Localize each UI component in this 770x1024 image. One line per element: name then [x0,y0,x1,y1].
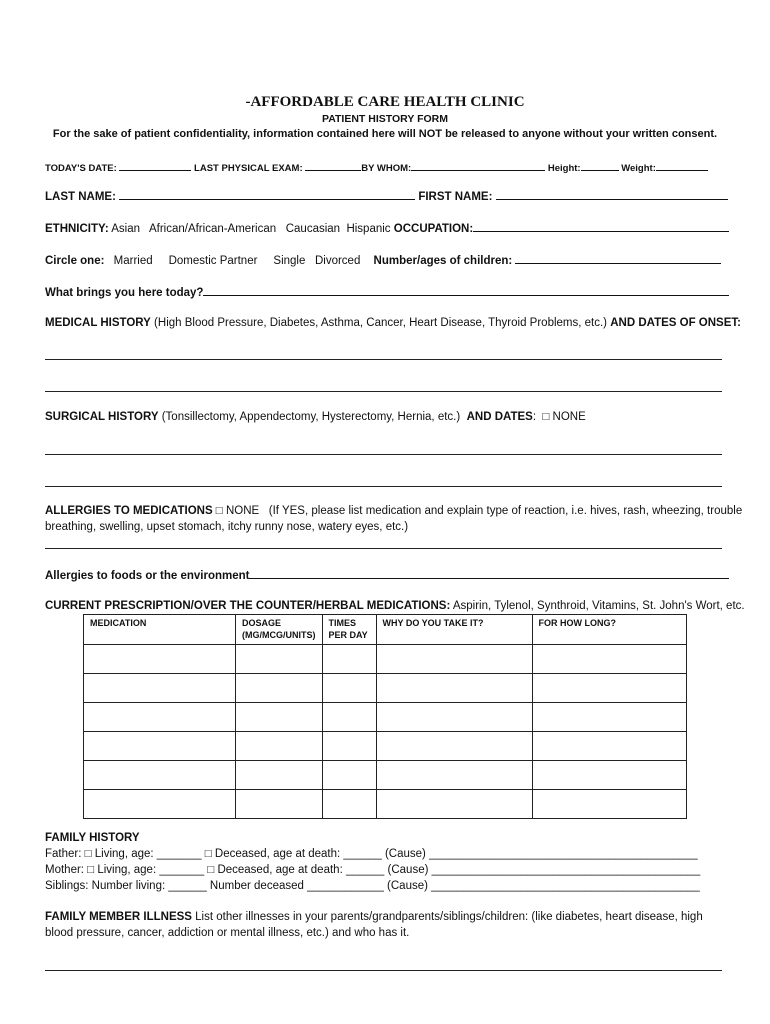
form-title: PATIENT HISTORY FORM [321,113,448,125]
last-physical-label: LAST PHYSICAL EXAM: [194,163,303,174]
last-name-field[interactable] [119,189,415,200]
first-name-label: FIRST NAME: [418,191,493,203]
table-cell[interactable] [84,674,236,703]
table-cell[interactable] [376,761,532,790]
family-illness-line[interactable] [45,970,722,971]
table-cell[interactable] [322,703,376,732]
medical-history-line[interactable] [45,391,722,392]
table-cell[interactable] [376,645,532,674]
medical-history-line[interactable] [45,359,722,360]
mother-row[interactable]: Mother: □ Living, age: _______ □ Deceased, age at death: ______ (Cause) __________________________________________ [45,864,701,876]
last-name-label: LAST NAME: [45,191,116,203]
foods-field[interactable] [249,568,729,579]
date-row [45,160,708,174]
medication-header: MEDICATION [84,615,236,645]
occupation-label: OCCUPATION: [393,223,474,235]
table-cell[interactable] [84,645,236,674]
dosage-header: DOSAGE (MG/MCG/UNITS) [236,615,323,645]
table-cell[interactable] [84,732,236,761]
table-cell[interactable] [376,790,532,819]
brings-row [45,285,729,299]
brings-field[interactable] [203,285,729,296]
todays-date-field[interactable] [119,160,191,171]
medical-history-label: MEDICAL HISTORY [45,317,151,329]
ethnicity-options[interactable]: Asian African/African-American Caucasian Hispanic [111,223,391,235]
surgical-history-examples: (Tonsillectomy, Appendectomy, Hysterectomy, Hernia, etc.) [158,411,467,423]
allergies-label: ALLERGIES TO MEDICATIONS [45,505,213,517]
table-cell[interactable] [376,703,532,732]
weight-label: Weight: [621,163,656,174]
name-row [45,189,728,203]
table-cell[interactable] [236,790,323,819]
dates-of-onset-label: AND DATES OF ONSET: [610,317,741,329]
table-cell[interactable] [236,674,323,703]
prescriptions-label: CURRENT PRESCRIPTION/OVER THE COUNTER/HERBAL MEDICATIONS: [45,600,451,612]
brings-label: What brings you here today? [45,287,204,299]
table-row [84,732,687,761]
height-label: Height: [547,163,581,174]
table-cell[interactable] [532,703,687,732]
table-cell[interactable] [376,732,532,761]
surgical-history-line[interactable] [45,486,722,487]
height-field[interactable] [581,160,619,171]
first-name-field[interactable] [496,189,728,200]
table-cell[interactable] [376,674,532,703]
table-cell[interactable] [322,790,376,819]
marital-row [45,253,721,267]
table-cell[interactable] [532,790,687,819]
table-cell[interactable] [322,732,376,761]
table-cell[interactable] [322,674,376,703]
marital-options[interactable]: Married Domestic Partner Single Divorced [113,255,361,267]
circle-one-label: Circle one: [45,255,105,267]
family-illness-instructions-cont: blood pressure, cancer, addiction or mental illness, etc.) and who has it. [45,927,410,939]
why-header: WHY DO YOU TAKE IT? [376,615,532,645]
family-illness-label: FAMILY MEMBER ILLNESS [45,911,192,923]
table-cell[interactable] [236,703,323,732]
children-field[interactable] [515,253,721,264]
surgical-history-row [45,411,586,423]
table-cell[interactable] [532,761,687,790]
todays-date-label: TODAY'S DATE: [45,163,117,174]
occupation-field[interactable] [473,221,729,232]
surgical-none-checkbox[interactable]: : □ NONE [532,411,586,423]
allergies-instructions[interactable]: □ NONE (If YES, please list medication and explain type of reaction, i.e. hives, rash, wheezing, trouble [212,505,743,517]
foods-row [45,568,729,582]
allergies-row [45,505,742,517]
clinic-name: -AFFORDABLE CARE HEALTH CLINIC [245,94,525,110]
family-illness-row [45,911,703,923]
table-cell[interactable] [236,761,323,790]
last-physical-field[interactable] [305,160,361,171]
by-whom-label: BY WHOM: [361,163,412,174]
prescriptions-examples: Aspirin, Tylenol, Synthroid, Vitamins, St. John's Wort, etc. [450,600,745,612]
table-cell[interactable] [532,674,687,703]
confidentiality-notice: For the sake of patient confidentiality, information contained here will NOT be released to anyone without your written consent. [52,128,718,140]
table-row [84,703,687,732]
weight-field[interactable] [656,160,708,171]
surgical-history-line[interactable] [45,454,722,455]
medical-history-row [45,317,741,329]
family-illness-instructions: List other illnesses in your parents/grandparents/siblings/children: (like diabetes, heart disease, high [191,911,703,923]
table-cell[interactable] [84,761,236,790]
children-label: Number/ages of children: [373,255,513,267]
times-header: TIMES PER DAY [322,615,376,645]
table-cell[interactable] [532,732,687,761]
table-row [84,761,687,790]
surgical-history-label: SURGICAL HISTORY [45,411,159,423]
allergies-line[interactable] [45,548,722,549]
siblings-row[interactable]: Siblings: Number living: ______ Number deceased ____________ (Cause) __________________________________________ [45,880,700,892]
by-whom-field[interactable] [411,160,545,171]
ethnicity-row [45,221,729,235]
medical-history-examples: (High Blood Pressure, Diabetes, Asthma, Cancer, Heart Disease, Thyroid Problems, etc.) [150,317,611,329]
ethnicity-label: ETHNICITY: [45,223,109,235]
allergies-instructions-cont: breathing, swelling, upset stomach, itchy runny nose, watery eyes, etc.) [45,521,409,533]
table-cell[interactable] [236,732,323,761]
table-cell[interactable] [322,761,376,790]
table-cell[interactable] [532,645,687,674]
family-history-title: FAMILY HISTORY [45,832,140,844]
table-row [84,790,687,819]
medication-table [83,614,687,819]
prescriptions-row [45,600,745,612]
how-long-header: FOR HOW LONG? [532,615,687,645]
table-cell[interactable] [84,703,236,732]
table-row [84,674,687,703]
foods-label: Allergies to foods or the environment [45,570,250,582]
table-row [84,645,687,674]
table-cell[interactable] [236,645,323,674]
table-cell[interactable] [322,645,376,674]
father-row[interactable]: Father: □ Living, age: _______ □ Deceased, age at death: ______ (Cause) __________________________________________ [45,848,698,860]
table-cell[interactable] [84,790,236,819]
surgical-dates-label: AND DATES [466,411,533,423]
